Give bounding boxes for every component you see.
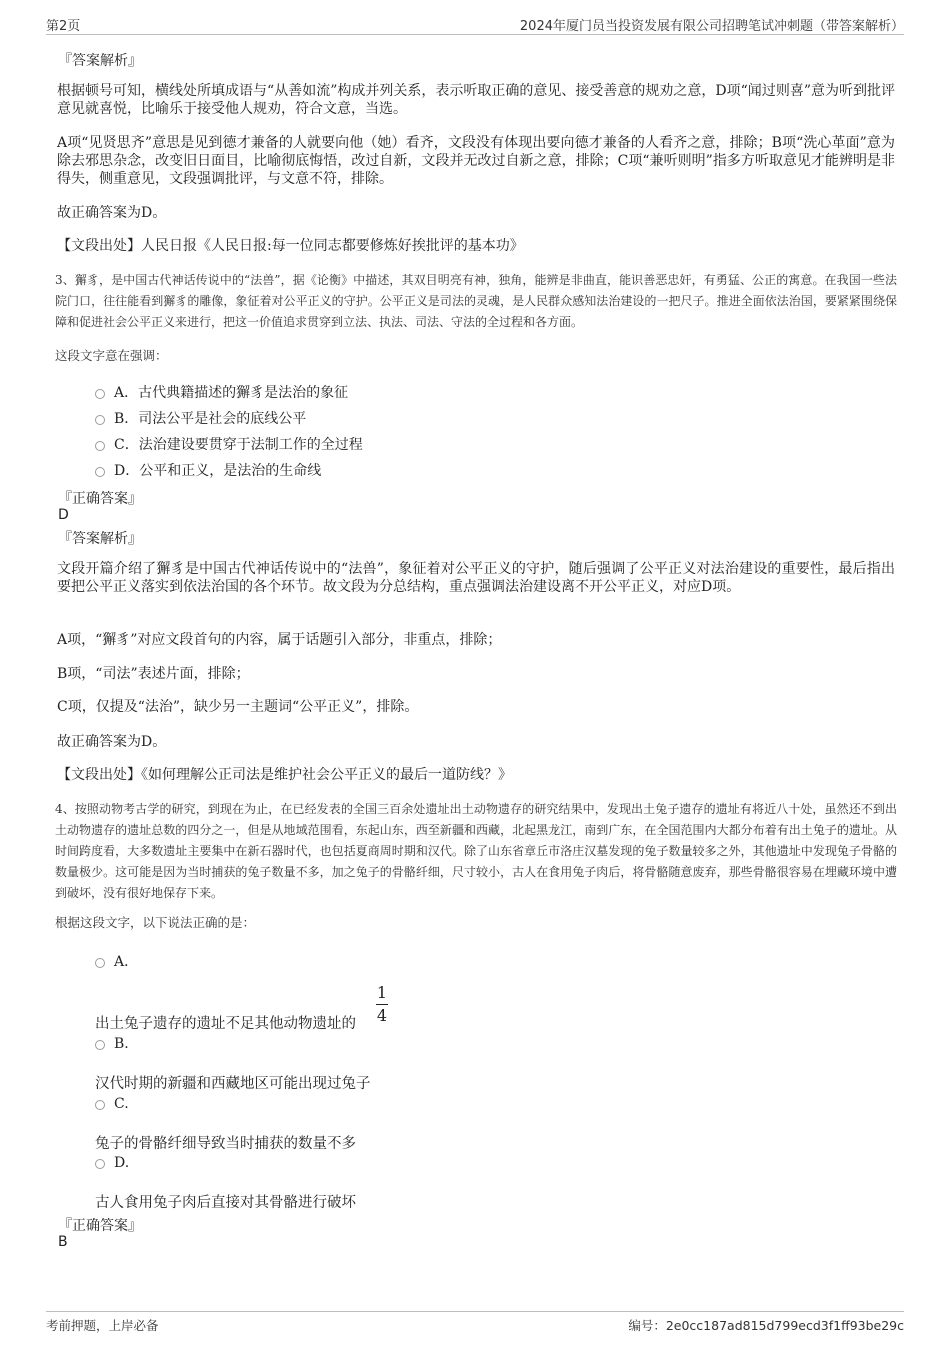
q3-correct-label: 『正确答案』 [58,491,142,507]
radio-icon[interactable] [95,441,105,451]
page-header [46,14,904,35]
q4-option-a[interactable]: A． [95,951,138,971]
fraction-denominator: 4 [376,1006,388,1025]
radio-icon[interactable] [95,1100,105,1110]
radio-icon[interactable] [95,1040,105,1050]
q3-analysis-p3: B项，“司法”表述片面，排除； [57,666,250,682]
document-title: 2024年厦门员当投资发展有限公司招聘笔试冲刺题（带答案解析） [519,19,904,34]
q3-option-d[interactable]: D．公平和正义，是法治的生命线 [95,460,321,480]
q4-correct-label: 『正确答案』 [58,1218,142,1234]
q2-answer-summary: 故正确答案为D。 [57,205,167,221]
q3-answer-summary: 故正确答案为D。 [57,734,167,750]
fraction-numerator: 1 [376,983,388,1002]
radio-icon[interactable] [95,1159,105,1169]
q3-option-a[interactable]: A．古代典籍描述的獬豸是法治的象征 [95,382,348,402]
document-id: 编号：2e0cc187ad815d799ecd3f1ff93be29c [628,1318,904,1333]
q3-correct-answer: D [58,507,69,523]
q2-analysis-label: 『答案解析』 [58,53,142,69]
page-footer [46,1311,904,1336]
q4-passage: 4、按照动物考古学的研究，到现在为止，在已经发表的全国三百余处遗址出土动物遗存的研究结果中，发现出土兔子遗存的遗址有将近八十处，虽然还不到出土动物遗存的遗址总数的四分之一，但是从地域范围看，东起山东，西至新疆和西藏，北起黑龙江，南到广东，在全国范围内大都分布着有出土兔子的遗址。从时间跨度看，大多数遗址主要集中在新石器时代，也包括夏商周时期和汉代。除了山东省章丘市洛庄汉墓发现的兔子数量较多之外，其他遗址中发现兔子骨骼的数量极少。这可能是因为当时捕获的兔子数量不多，加之兔子的骨骼纤细，尺寸较小，古人在食用兔子肉后，将骨骼随意废弃，那些骨骼很容易在埋藏环境中遭到破坏，没有很好地保存下来。 [55,802,897,900]
radio-icon[interactable] [95,467,105,477]
q2-analysis-p1: 根据顿号可知，横线处所填成语与“从善如流”构成并列关系，表示听取正确的意见、接受善意的规劝之意，D项“闻过则喜”意为听到批评意见就喜悦，比喻乐于接受他人规劝，符合文意，当选。 [57,83,895,117]
q2-analysis-p2: A项“见贤思齐”意思是见到德才兼备的人就要向他（她）看齐，文段没有体现出要向德才兼备的人看齐之意，排除；B项“洗心革面”意为除去邪思杂念，改变旧日面目，比喻彻底悔悟，改过自新，文段并无改过自新之意，排除；C项“兼听则明”指多方听取意见才能辨明是非得失，侧重意见，文段强调批评，与文意不符，排除。 [57,135,895,187]
radio-icon[interactable] [95,415,105,425]
q4-option-b-text: 汉代时期的新疆和西藏地区可能出现过兔子 [95,1076,371,1092]
q3-passage: 3、獬豸，是中国古代神话传说中的“法兽”，据《论衡》中描述，其双目明亮有神，独角，能辨是非曲直，能识善恶忠奸，有勇猛、公正的寓意。在我国一些法院门口，往往能看到獬豸的雕像，象征着对公平正义的守护。公平正义是司法的灵魂，是人民群众感知法治建设的一把尺子。推进全面依法治国，要紧紧围绕保障和促进社会公平正义来进行，把这一价值追求贯穿到立法、执法、司法、守法的全过程和各方面。 [55,273,897,329]
radio-icon[interactable] [95,958,105,968]
radio-icon[interactable] [95,389,105,399]
q3-analysis-p4: C项，仅提及“法治”，缺少另一主题词“公平正义”，排除。 [57,699,419,715]
q4-option-a-text: 出土兔子遗存的遗址不足其他动物遗址的 [95,1016,356,1032]
fraction-one-quarter [372,984,392,1025]
fraction-bar [376,1004,388,1005]
q2-source: 【文段出处】人民日报《人民日报:每一位同志都要修炼好挨批评的基本功》 [57,238,524,254]
q3-analysis-label: 『答案解析』 [58,531,142,547]
q3-analysis-p2: A项，“獬豸”对应文段首句的内容，属于话题引入部分，非重点，排除； [57,632,502,648]
q3-option-b[interactable]: B．司法公平是社会的底线公平 [95,408,306,428]
q4-option-d-text: 古人食用兔子肉后直接对其骨骼进行破坏 [95,1195,356,1211]
q3-question: 这段文字意在强调： [55,348,168,363]
footer-slogan: 考前押题，上岸必备 [46,1318,159,1333]
q4-option-c-text: 兔子的骨骼纤细导致当时捕获的数量不多 [95,1136,356,1152]
q4-option-c[interactable]: C. [95,1096,129,1112]
q4-option-d[interactable]: D. [95,1155,129,1171]
q3-option-c[interactable]: C．法治建设要贯穿于法制工作的全过程 [95,434,363,454]
q4-question: 根据这段文字，以下说法正确的是： [55,915,256,930]
q4-correct-answer: B [58,1234,68,1250]
q4-option-b[interactable]: B. [95,1036,129,1052]
q3-source: 【文段出处】《如何理解公正司法是维护社会公平正义的最后一道防线？》 [57,767,512,783]
page-number: 第2页 [46,19,81,34]
q3-analysis-p1: 文段开篇介绍了獬豸是中国古代神话传说中的“法兽”，象征着对公平正义的守护，随后强调了公平正义对法治建设的重要性，最后指出要把公平正义落实到依法治国的各个环节。故文段为分总结构，重点强调法治建设离不开公平正义，对应D项。 [57,561,895,595]
